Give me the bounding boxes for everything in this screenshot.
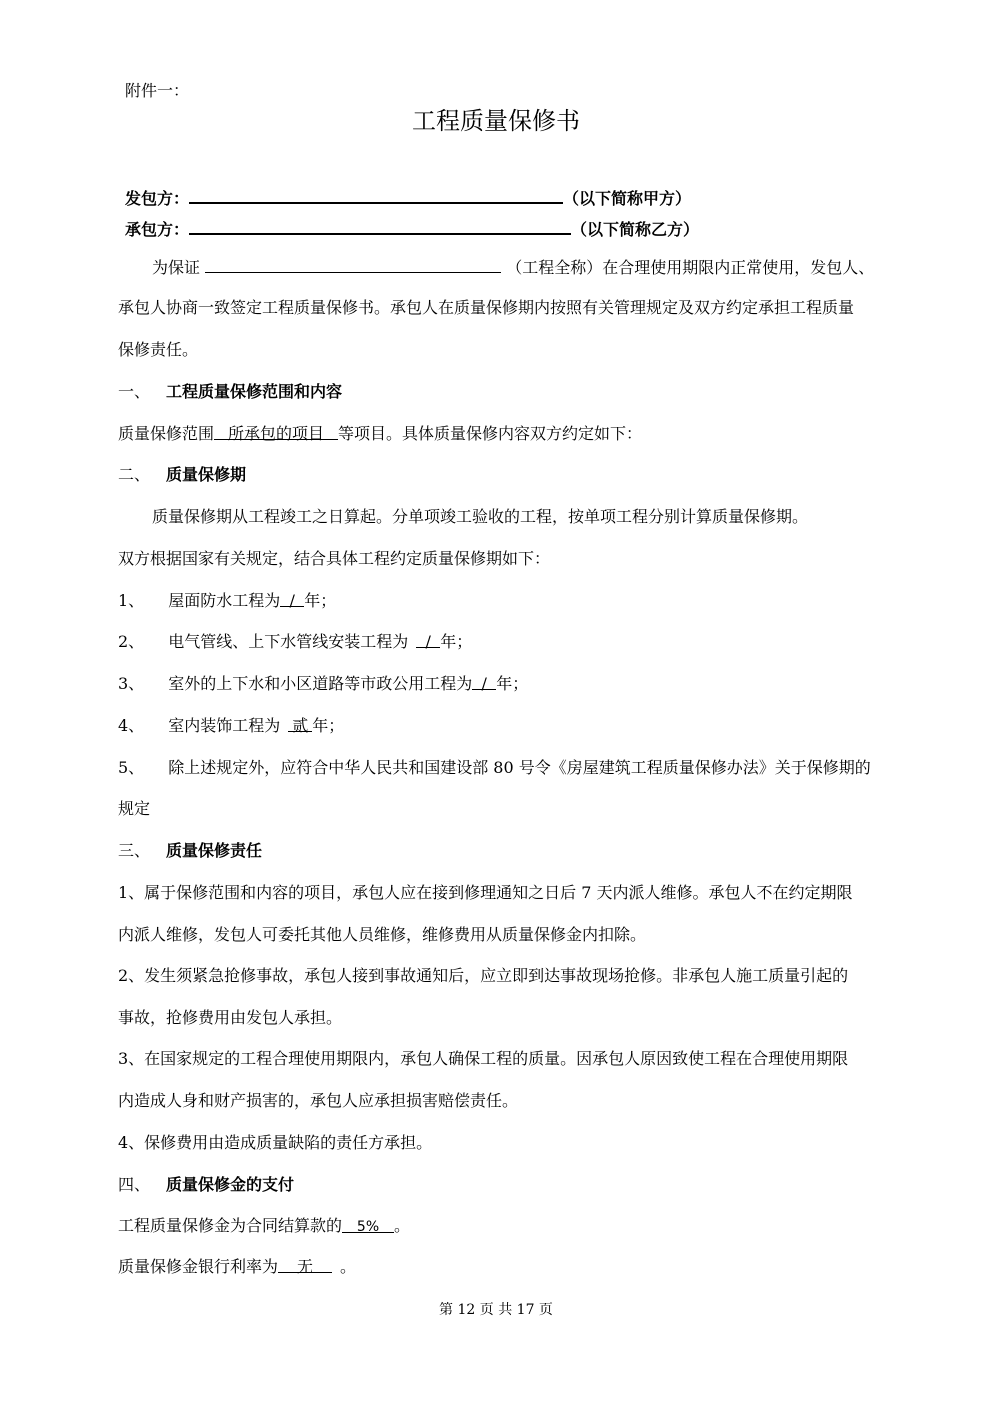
responsibility-line: 3、在国家规定的工程合理使用期限内，承包人确保工程的质量。因承包人原因致使工程在合理使用期限 <box>118 1049 849 1068</box>
section1-title: 工程质量保修范围和内容 <box>166 382 343 401</box>
responsibility-line: 2、发生须紧急抢修事故，承包人接到事故通知后，应立即到达事故现场抢修。非承包人施工质量引起的 <box>118 966 849 985</box>
retention-text-a: 工程质量保修金为合同结算款的 <box>118 1216 343 1235</box>
attachment-label: 附件一： <box>125 81 190 100</box>
item-unit: 年； <box>312 716 345 735</box>
scope-text-b: 等项目。具体质量保修内容双方约定如下： <box>338 424 643 443</box>
employer-blank <box>189 186 563 204</box>
section2-heading <box>118 464 246 486</box>
responsibility-line: 内派人维修，发包人可委托其他人员维修，维修费用从质量保修金内扣除。 <box>118 925 647 944</box>
contractor-line <box>125 217 699 241</box>
item-unit: 年； <box>496 674 529 693</box>
section4-heading <box>118 1174 294 1196</box>
responsibility-line: 事故，抢修费用由发包人承担。 <box>118 1008 343 1027</box>
interest-text-a: 质量保修金银行利率为 <box>118 1257 279 1276</box>
intro-line-3: 保修责任。 <box>118 340 199 359</box>
section2-title: 质量保修期 <box>166 465 247 484</box>
item-value: / <box>472 673 496 690</box>
item-text: 室内装饰工程为 <box>168 716 281 735</box>
section2-paragraph-2: 双方根据国家有关规定，结合具体工程约定质量保修期如下： <box>118 549 551 568</box>
interest-text-b: 。 <box>340 1257 357 1276</box>
item-unit: 年； <box>440 632 473 651</box>
document-title: 工程质量保修书 <box>412 107 580 135</box>
item-number: 4、 <box>118 716 145 735</box>
section4-title: 质量保修金的支付 <box>166 1175 295 1194</box>
period-item-5 <box>118 757 871 779</box>
item-text: 屋面防水工程为 <box>168 591 281 610</box>
interest-rate-value: 无 <box>278 1256 332 1273</box>
item-text: 电气管线、上下水管线安装工程为 <box>168 632 409 651</box>
item-number: 2、 <box>118 632 145 651</box>
employer-line <box>125 186 691 210</box>
section3-heading <box>118 840 262 862</box>
employer-suffix: （以下简称甲方） <box>563 189 692 208</box>
item-text: 室外的上下水和小区道路等市政公用工程为 <box>168 674 473 693</box>
period-item-1 <box>118 590 336 612</box>
item-number: 5、 <box>118 758 145 777</box>
item-text: 除上述规定外，应符合中华人民共和国建设部 80 号令《房屋建筑工程质量保修办法》关于保修期的 <box>168 758 871 777</box>
responsibility-line: 1、属于保修范围和内容的项目，承包人应在接到修理通知之日后 7 天内派人维修。承包人不在约定期限 <box>118 883 853 902</box>
intro-line-2: 承包人协商一致签定工程质量保修书。承包人在质量保修期内按照有关管理规定及双方约定承担工程质量 <box>118 298 855 317</box>
responsibility-line: 4、保修费用由造成质量缺陷的责任方承担。 <box>118 1133 433 1152</box>
contractor-suffix: （以下简称乙方） <box>571 220 700 239</box>
section2-paragraph-1: 质量保修期从工程竣工之日算起。分单项竣工验收的工程，按单项工程分别计算质量保修期。 <box>152 507 809 526</box>
item-number: 3、 <box>118 674 145 693</box>
section1-heading <box>118 381 342 403</box>
period-item-4 <box>118 715 344 737</box>
section2-number: 二、 <box>118 465 151 484</box>
item-number: 1、 <box>118 591 145 610</box>
intro-text-b: （工程全称）在合理使用期限内正常使用，发包人、 <box>506 258 875 277</box>
contractor-label: 承包方： <box>125 220 190 239</box>
section4-number: 四、 <box>118 1175 151 1194</box>
project-name-blank <box>205 256 501 273</box>
section1-number: 一、 <box>118 382 151 401</box>
item-value: / <box>280 590 304 607</box>
interest-rate-line <box>118 1256 356 1278</box>
period-item-2 <box>118 631 472 653</box>
retention-rate-value: 5% <box>342 1216 394 1233</box>
contractor-blank <box>189 217 571 235</box>
item-value: 贰 <box>288 715 312 732</box>
scope-text-a: 质量保修范围 <box>118 424 215 443</box>
period-item-5-cont: 规定 <box>118 799 151 818</box>
page-footer: 第 12 页 共 17 页 <box>439 1302 553 1318</box>
responsibility-line: 内造成人身和财产损害的，承包人应承担损害赔偿责任。 <box>118 1091 519 1110</box>
intro-line-1 <box>152 256 874 279</box>
section3-title: 质量保修责任 <box>166 841 263 860</box>
period-item-3 <box>118 673 528 695</box>
intro-text-a: 为保证 <box>152 258 201 277</box>
section3-number: 三、 <box>118 841 151 860</box>
item-unit: 年； <box>304 591 337 610</box>
employer-label: 发包方： <box>125 189 190 208</box>
section1-scope <box>118 423 642 445</box>
retention-rate-line <box>118 1215 410 1237</box>
scope-value: 所承包的项目 <box>214 423 338 440</box>
retention-text-b: 。 <box>394 1216 411 1235</box>
item-value: / <box>416 631 440 648</box>
